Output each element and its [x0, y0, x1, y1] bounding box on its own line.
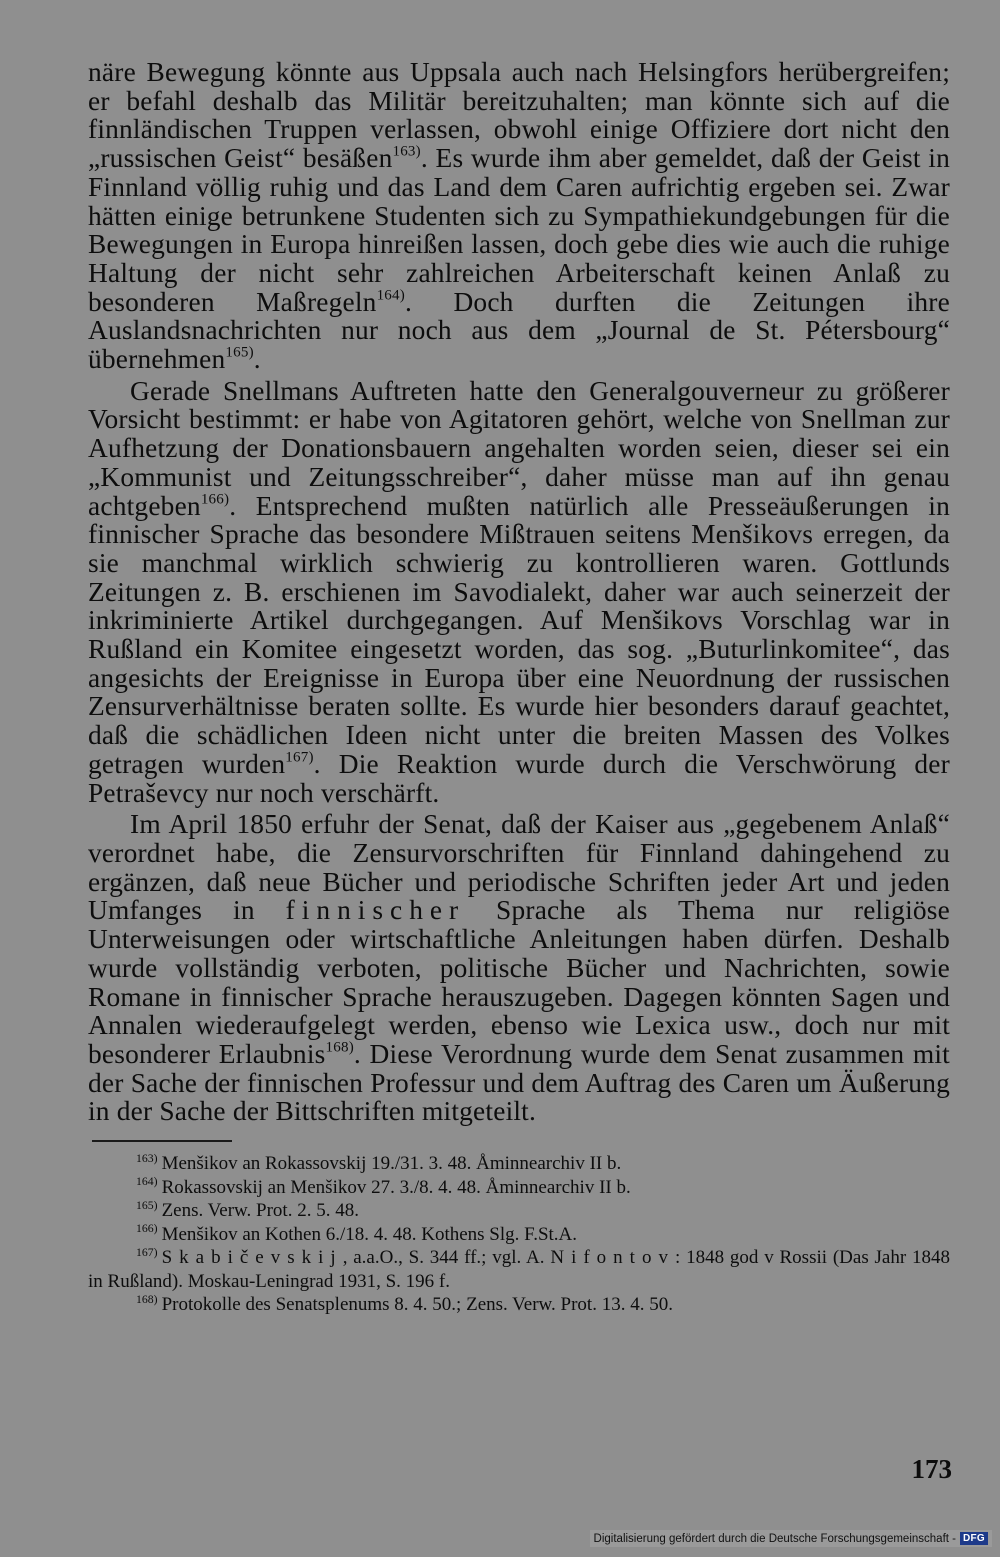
- spaced-emphasis: Skabičevskij: [161, 1247, 343, 1269]
- paragraph: [88, 377, 950, 808]
- footnote-number: 166): [136, 1222, 158, 1236]
- paragraph: [88, 58, 950, 374]
- footnote: [88, 1199, 950, 1223]
- text-run: . Die Reaktion wurde durch die Verschwörung der Petraševcy nur noch verschärft.: [88, 748, 950, 808]
- spaced-emphasis: finnischer: [285, 895, 466, 926]
- footnote-ref: 168): [325, 1039, 354, 1056]
- text-run: Rokassovskij an Menšikov 27. 3./8. 4. 48. Åminnearchiv II b.: [161, 1176, 631, 1198]
- footnote: [88, 1246, 950, 1293]
- digitization-credit: [590, 1530, 992, 1547]
- dfg-logo-icon: DFG: [960, 1532, 988, 1545]
- text-run: Menšikov an Kothen 6./18. 4. 48. Kothens Slg. F.St.A.: [161, 1223, 578, 1245]
- text-run: Im April 1850 erfuhr der Senat, daß der Kaiser aus „gegebenem Anlaß“ verordnet habe, die Zensurvorschriften für Finnland dahingehend zu ergänzen, daß neue Bücher und periodische Schriften jeder Art und jeden Umfanges in: [88, 809, 950, 926]
- spaced-emphasis: Nifontov: [550, 1247, 675, 1269]
- text-run: Zens. Verw. Prot. 2. 5. 48.: [161, 1200, 359, 1222]
- text-run: Protokolle des Senatsplenums 8. 4. 50.; Zens. Verw. Prot. 13. 4. 50.: [161, 1294, 673, 1316]
- footnote-ref: 166): [200, 491, 230, 508]
- footnote: [88, 1223, 950, 1247]
- footnote-number: 167): [136, 1245, 158, 1259]
- footnote-number: 168): [136, 1292, 158, 1306]
- paragraph: [88, 810, 950, 1126]
- text-run: : 1848 god v Rossii (Das Jahr 1848 in Rußland). Moskau-Leningrad 1931, S. 196 f.: [88, 1247, 951, 1292]
- text-run: . Diese Verordnung wurde dem Senat zusammen mit der Sache der finnischen Professur und dem Auftrag des Caren um Äußerung in der Sache der Bittschriften mitgeteilt.: [88, 1038, 950, 1127]
- text-run: . Doch durften die Zeitungen ihre Auslandsnachrichten nur noch aus dem „Journal de St. Pétersbourg“ übernehmen: [88, 286, 950, 375]
- footnote-divider: [92, 1140, 232, 1142]
- text-run: . Entsprechend mußten natürlich alle Presseäußerungen in finnischer Sprache das besondere Mißtrauen seitens Menšikovs erregen, da sie manchmal wirklich schwierig zu kontrollieren waren. Gottlunds Zeitungen z. B. erschienen im Savodialekt, daher war auch seinerzeit der inkriminierte Artikel durchgegangen. Auf Menšikovs Vorschlag war in Rußland ein Komitee eingesetzt worden, das sog. „Buturlinkomitee“, das angesichts der Ereignisse in Europa über eine Neuordnung der russischen Zensurverhältnisse beraten sollte. Es wurde hier besonders darauf geachtet, daß die schädlichen Ideen nicht unter die breiten Massen des Volkes getragen wurden: [88, 490, 950, 779]
- text-run: Sprache als Thema nur religiöse Unterweisungen oder wirtschaftliche Anleitungen haben dürfen. Deshalb wurde vollständig verboten, politische Bücher und Nachrichten, sowie Romane in finnischer Sprache herauszugeben. Dagegen könnten Sagen und Annalen wiederaufgelegt werden, ebenso wie Lexica usw., doch nur mit besonderer Erlaubnis: [88, 895, 950, 1069]
- body-text: [88, 58, 950, 1126]
- text-run: .: [253, 344, 261, 375]
- footnote-ref: 165): [225, 344, 254, 361]
- text-run: Menšikov an Rokassovskij 19./31. 3. 48. Åminnearchiv II b.: [161, 1153, 622, 1175]
- credit-text: Digitalisierung gefördert durch die Deutsche Forschungsgemeinschaft -: [593, 1532, 956, 1545]
- footnote-number: 165): [136, 1198, 158, 1212]
- footnote: [88, 1152, 950, 1176]
- text-run: , a.a.O., S. 344 ff.; vgl. A.: [342, 1247, 551, 1269]
- footnote-number: 164): [136, 1175, 158, 1189]
- footnotes: [88, 1152, 950, 1317]
- footnote-ref: 163): [392, 143, 421, 160]
- footnote: [88, 1293, 950, 1317]
- page-content: [88, 58, 950, 1317]
- footnote-number: 163): [136, 1151, 158, 1165]
- text-run: . Es wurde ihm aber gemeldet, daß der Geist in Finnland völlig ruhig und das Land dem Caren aufrichtig ergeben sei. Zwar hätten einige betrunkene Studenten sich zu Sympathiekundgebungen für die Bewegungen in Europa hinreißen lassen, doch gebe dies wie auch die ruhige Haltung der nicht sehr zahlreichen Arbeiterschaft keinen Anlaß zu besonderen Maßregeln: [88, 143, 951, 317]
- page-number: 173: [911, 1454, 952, 1484]
- footnote: [88, 1176, 950, 1200]
- text-run: näre Bewegung könnte aus Uppsala auch nach Helsingfors herübergreifen; er befahl deshalb das Militär bereitzuhalten; man könnte sich auf die finnländischen Truppen verlassen, obwohl einige Offiziere dort nicht den „russischen Geist“ besäßen: [88, 57, 950, 174]
- text-run: Gerade Snellmans Auftreten hatte den Generalgouverneur zu größerer Vorsicht bestimmt: er habe von Agitatoren gehört, welche von Snellman zur Aufhetzung der Donationsbauern angehalten worden seien, dieser sei ein „Kommunist und Zeitungsschreiber“, daher müsse man auf ihn genau achtgeben: [88, 375, 950, 521]
- footnote-ref: 167): [285, 749, 314, 766]
- footnote-ref: 164): [376, 287, 405, 304]
